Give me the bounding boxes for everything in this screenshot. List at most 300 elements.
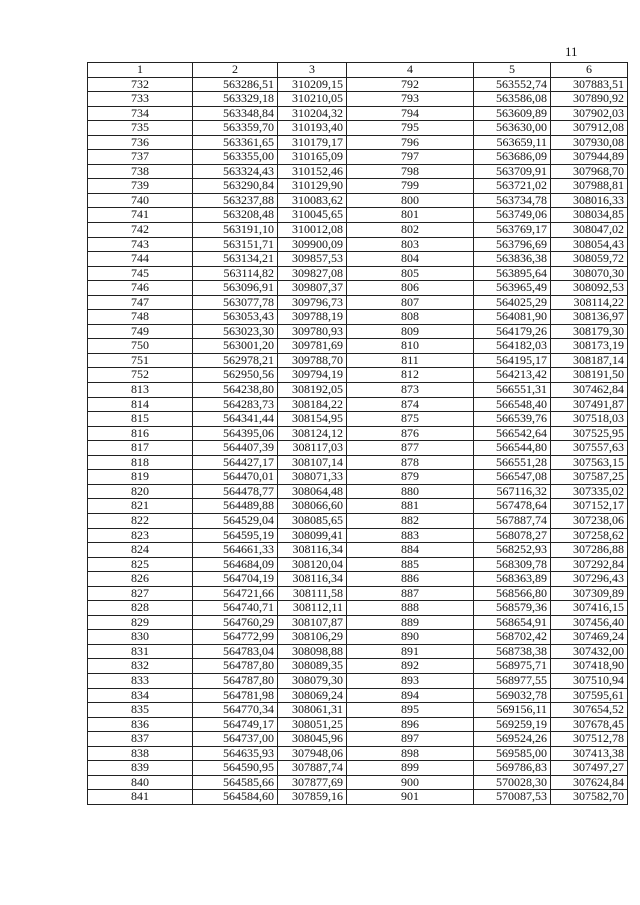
table-cell: 566551,31 [474, 383, 551, 398]
table-cell: 828 [88, 601, 193, 616]
table-row [88, 92, 628, 107]
table-body [88, 77, 628, 804]
table-cell: 308099,41 [278, 528, 347, 543]
table-cell: 308092,53 [551, 281, 628, 296]
table-row [88, 484, 628, 499]
table-cell: 308045,96 [278, 732, 347, 747]
table-cell: 831 [88, 644, 193, 659]
table-cell: 564179,26 [474, 324, 551, 339]
table-cell: 309788,70 [278, 353, 347, 368]
table-cell: 564470,01 [193, 470, 278, 485]
table-row [88, 470, 628, 485]
table-cell: 566544,80 [474, 441, 551, 456]
table-row [88, 528, 628, 543]
table-cell: 563359,70 [193, 121, 278, 136]
table-cell: 749 [88, 324, 193, 339]
table-cell: 308120,04 [278, 557, 347, 572]
table-cell: 564081,90 [474, 310, 551, 325]
table-row [88, 252, 628, 267]
table-cell: 889 [347, 615, 474, 630]
table-cell: 752 [88, 368, 193, 383]
table-row [88, 324, 628, 339]
table-cell: 564590,95 [193, 761, 278, 776]
table-cell: 564585,66 [193, 775, 278, 790]
table-cell: 564783,04 [193, 644, 278, 659]
table-cell: 308184,22 [278, 397, 347, 412]
table-cell: 833 [88, 673, 193, 688]
table-cell: 307491,87 [551, 397, 628, 412]
table-cell: 564195,17 [474, 353, 551, 368]
column-header: 6 [551, 63, 628, 78]
table-cell: 566547,08 [474, 470, 551, 485]
table-cell: 563609,89 [474, 106, 551, 121]
table-row [88, 164, 628, 179]
table-row [88, 106, 628, 121]
table-cell: 883 [347, 528, 474, 543]
table-cell: 563286,51 [193, 77, 278, 92]
table-cell: 568252,93 [474, 543, 551, 558]
table-cell: 804 [347, 252, 474, 267]
table-cell: 815 [88, 412, 193, 427]
table-row [88, 615, 628, 630]
table-row [88, 383, 628, 398]
table-cell: 802 [347, 223, 474, 238]
table-cell: 750 [88, 339, 193, 354]
table-cell: 563134,21 [193, 252, 278, 267]
table-cell: 310204,32 [278, 106, 347, 121]
table-cell: 563151,71 [193, 237, 278, 252]
table-cell: 837 [88, 732, 193, 747]
table-row [88, 586, 628, 601]
table-cell: 563077,78 [193, 295, 278, 310]
table-cell: 563836,38 [474, 252, 551, 267]
table-cell: 564427,17 [193, 455, 278, 470]
table-cell: 564395,06 [193, 426, 278, 441]
table-cell: 564341,44 [193, 412, 278, 427]
table-cell: 310012,08 [278, 223, 347, 238]
table-cell: 568363,89 [474, 572, 551, 587]
table-cell: 563721,02 [474, 179, 551, 194]
table-cell: 563769,17 [474, 223, 551, 238]
table-cell: 563586,08 [474, 92, 551, 107]
table-cell: 838 [88, 746, 193, 761]
table-cell: 884 [347, 543, 474, 558]
table-cell: 564787,80 [193, 673, 278, 688]
table-cell: 308089,35 [278, 659, 347, 674]
table-cell: 736 [88, 135, 193, 150]
table-cell: 876 [347, 426, 474, 441]
table-cell: 307510,94 [551, 673, 628, 688]
table-row [88, 703, 628, 718]
table-cell: 564661,33 [193, 543, 278, 558]
table-cell: 307286,88 [551, 543, 628, 558]
table-row [88, 295, 628, 310]
table-row [88, 281, 628, 296]
table-cell: 310210,05 [278, 92, 347, 107]
table-cell: 308098,88 [278, 644, 347, 659]
table-cell: 798 [347, 164, 474, 179]
table-cell: 563001,20 [193, 339, 278, 354]
table-cell: 817 [88, 441, 193, 456]
table-cell: 799 [347, 179, 474, 194]
table-cell: 310152,46 [278, 164, 347, 179]
table-cell: 309796,73 [278, 295, 347, 310]
table-cell: 308191,50 [551, 368, 628, 383]
table-cell: 564182,03 [474, 339, 551, 354]
table-row [88, 732, 628, 747]
table-cell: 308154,95 [278, 412, 347, 427]
table-cell: 310083,62 [278, 193, 347, 208]
table-cell: 893 [347, 673, 474, 688]
table-cell: 567887,74 [474, 513, 551, 528]
table-cell: 566551,28 [474, 455, 551, 470]
table-cell: 309780,93 [278, 324, 347, 339]
table-cell: 735 [88, 121, 193, 136]
table-cell: 563630,00 [474, 121, 551, 136]
table-cell: 836 [88, 717, 193, 732]
table-cell: 885 [347, 557, 474, 572]
table-cell: 891 [347, 644, 474, 659]
table-cell: 818 [88, 455, 193, 470]
table-cell: 307654,52 [551, 703, 628, 718]
table-cell: 568654,91 [474, 615, 551, 630]
table-cell: 745 [88, 266, 193, 281]
table-cell: 307238,06 [551, 513, 628, 528]
table-cell: 568579,36 [474, 601, 551, 616]
table-cell: 563329,18 [193, 92, 278, 107]
table-row [88, 630, 628, 645]
table-cell: 307859,16 [278, 790, 347, 805]
table-cell: 309781,69 [278, 339, 347, 354]
table-cell: 308107,87 [278, 615, 347, 630]
table-cell: 307413,38 [551, 746, 628, 761]
table-cell: 309857,53 [278, 252, 347, 267]
table-cell: 820 [88, 484, 193, 499]
table-cell: 568566,80 [474, 586, 551, 601]
table-cell: 807 [347, 295, 474, 310]
table-cell: 805 [347, 266, 474, 281]
table-cell: 564238,80 [193, 383, 278, 398]
table-cell: 568078,27 [474, 528, 551, 543]
table-cell: 874 [347, 397, 474, 412]
table-cell: 832 [88, 659, 193, 674]
table-cell: 794 [347, 106, 474, 121]
table-cell: 563237,88 [193, 193, 278, 208]
table-cell: 882 [347, 513, 474, 528]
table-cell: 563208,48 [193, 208, 278, 223]
table-cell: 834 [88, 688, 193, 703]
table-cell: 308112,11 [278, 601, 347, 616]
table-cell: 307944,89 [551, 150, 628, 165]
table-cell: 308070,30 [551, 266, 628, 281]
table-cell: 564721,66 [193, 586, 278, 601]
table-cell: 307462,84 [551, 383, 628, 398]
table-row [88, 790, 628, 805]
table-row [88, 659, 628, 674]
table-cell: 741 [88, 208, 193, 223]
table-cell: 307416,15 [551, 601, 628, 616]
table-cell: 564760,29 [193, 615, 278, 630]
table-row [88, 601, 628, 616]
table-cell: 816 [88, 426, 193, 441]
table-cell: 308034,85 [551, 208, 628, 223]
table-cell: 562950,56 [193, 368, 278, 383]
table-row [88, 135, 628, 150]
table-row [88, 717, 628, 732]
table-cell: 795 [347, 121, 474, 136]
table-cell: 307563,15 [551, 455, 628, 470]
table-cell: 308136,97 [551, 310, 628, 325]
table-cell: 563355,00 [193, 150, 278, 165]
table-cell: 898 [347, 746, 474, 761]
table-cell: 307258,62 [551, 528, 628, 543]
column-header: 4 [347, 63, 474, 78]
table-cell: 880 [347, 484, 474, 499]
table-row [88, 77, 628, 92]
table-cell: 307418,90 [551, 659, 628, 674]
table-cell: 839 [88, 761, 193, 776]
table-row [88, 368, 628, 383]
table-cell: 895 [347, 703, 474, 718]
table-cell: 810 [347, 339, 474, 354]
table-cell: 796 [347, 135, 474, 150]
table-cell: 307968,70 [551, 164, 628, 179]
table-cell: 797 [347, 150, 474, 165]
table-cell: 873 [347, 383, 474, 398]
table-row [88, 208, 628, 223]
table-cell: 823 [88, 528, 193, 543]
table-cell: 840 [88, 775, 193, 790]
table-row [88, 673, 628, 688]
table-cell: 307557,63 [551, 441, 628, 456]
table-cell: 897 [347, 732, 474, 747]
table-cell: 564781,98 [193, 688, 278, 703]
table-cell: 564770,34 [193, 703, 278, 718]
table-cell: 564584,60 [193, 790, 278, 805]
table-cell: 892 [347, 659, 474, 674]
table-cell: 308016,33 [551, 193, 628, 208]
table-cell: 564595,19 [193, 528, 278, 543]
table-header-row [88, 63, 628, 78]
table-cell: 569259,19 [474, 717, 551, 732]
table-cell: 308066,60 [278, 499, 347, 514]
table-cell: 821 [88, 499, 193, 514]
table-row [88, 237, 628, 252]
table-cell: 737 [88, 150, 193, 165]
table-cell: 841 [88, 790, 193, 805]
table-cell: 563023,30 [193, 324, 278, 339]
table-cell: 307292,84 [551, 557, 628, 572]
table-cell: 822 [88, 513, 193, 528]
table-cell: 309788,19 [278, 310, 347, 325]
table-cell: 881 [347, 499, 474, 514]
table-cell: 309900,09 [278, 237, 347, 252]
table-cell: 308079,30 [278, 673, 347, 688]
table-cell: 308106,29 [278, 630, 347, 645]
table-cell: 308069,24 [278, 688, 347, 703]
table-cell: 747 [88, 295, 193, 310]
table-cell: 569786,83 [474, 761, 551, 776]
table-cell: 793 [347, 92, 474, 107]
table-row [88, 339, 628, 354]
table-cell: 563749,06 [474, 208, 551, 223]
table-cell: 803 [347, 237, 474, 252]
table-row [88, 761, 628, 776]
table-cell: 564025,29 [474, 295, 551, 310]
table-cell: 748 [88, 310, 193, 325]
table-cell: 808 [347, 310, 474, 325]
table-cell: 310129,90 [278, 179, 347, 194]
table-cell: 307152,17 [551, 499, 628, 514]
table-cell: 567478,64 [474, 499, 551, 514]
table-cell: 307595,61 [551, 688, 628, 703]
table-cell: 738 [88, 164, 193, 179]
table-cell: 740 [88, 193, 193, 208]
table-cell: 806 [347, 281, 474, 296]
column-header: 5 [474, 63, 551, 78]
table-cell: 875 [347, 412, 474, 427]
table-cell: 564529,04 [193, 513, 278, 528]
table-cell: 307335,02 [551, 484, 628, 499]
table-cell: 563191,10 [193, 223, 278, 238]
table-cell: 569524,26 [474, 732, 551, 747]
table-cell: 829 [88, 615, 193, 630]
table-cell: 308116,34 [278, 572, 347, 587]
table-cell: 563290,84 [193, 179, 278, 194]
table-cell: 307432,00 [551, 644, 628, 659]
table-cell: 563734,78 [474, 193, 551, 208]
table-cell: 835 [88, 703, 193, 718]
table-cell: 819 [88, 470, 193, 485]
table-cell: 563709,91 [474, 164, 551, 179]
table-cell: 307930,08 [551, 135, 628, 150]
table-cell: 811 [347, 353, 474, 368]
table-cell: 570028,30 [474, 775, 551, 790]
table-cell: 566548,40 [474, 397, 551, 412]
table-cell: 743 [88, 237, 193, 252]
table-cell: 308085,65 [278, 513, 347, 528]
table-cell: 563361,65 [193, 135, 278, 150]
table-cell: 886 [347, 572, 474, 587]
table-cell: 830 [88, 630, 193, 645]
table-cell: 309794,19 [278, 368, 347, 383]
table-cell: 307887,74 [278, 761, 347, 776]
table-row [88, 543, 628, 558]
table-cell: 563659,11 [474, 135, 551, 150]
table-cell: 901 [347, 790, 474, 805]
table-cell: 879 [347, 470, 474, 485]
table-row [88, 572, 628, 587]
table-cell: 824 [88, 543, 193, 558]
table-cell: 308111,58 [278, 586, 347, 601]
table-cell: 564213,42 [474, 368, 551, 383]
table-cell: 308051,25 [278, 717, 347, 732]
table-cell: 562978,21 [193, 353, 278, 368]
table-cell: 564749,17 [193, 717, 278, 732]
table-row [88, 455, 628, 470]
table-cell: 566539,76 [474, 412, 551, 427]
table-cell: 307456,40 [551, 615, 628, 630]
table-row [88, 644, 628, 659]
table-cell: 564737,00 [193, 732, 278, 747]
table-cell: 568977,55 [474, 673, 551, 688]
table-row [88, 223, 628, 238]
table-cell: 307988,81 [551, 179, 628, 194]
table-cell: 801 [347, 208, 474, 223]
table-row [88, 499, 628, 514]
table-cell: 568309,78 [474, 557, 551, 572]
table-cell: 733 [88, 92, 193, 107]
table-cell: 568702,42 [474, 630, 551, 645]
table-cell: 887 [347, 586, 474, 601]
table-cell: 570087,53 [474, 790, 551, 805]
table-cell: 894 [347, 688, 474, 703]
table-row [88, 310, 628, 325]
table-cell: 827 [88, 586, 193, 601]
table-cell: 564635,93 [193, 746, 278, 761]
table-cell: 899 [347, 761, 474, 776]
table-cell: 563686,09 [474, 150, 551, 165]
column-header: 2 [193, 63, 278, 78]
table-cell: 877 [347, 441, 474, 456]
table-row [88, 557, 628, 572]
table-cell: 568975,71 [474, 659, 551, 674]
table-cell: 566542,64 [474, 426, 551, 441]
table-cell: 308173,19 [551, 339, 628, 354]
table-cell: 307469,24 [551, 630, 628, 645]
table-cell: 809 [347, 324, 474, 339]
table-cell: 308061,31 [278, 703, 347, 718]
table-cell: 307948,06 [278, 746, 347, 761]
table-cell: 569156,11 [474, 703, 551, 718]
table-cell: 568738,38 [474, 644, 551, 659]
table-cell: 742 [88, 223, 193, 238]
table-cell: 307902,03 [551, 106, 628, 121]
table-cell: 563053,43 [193, 310, 278, 325]
table-cell: 307883,51 [551, 77, 628, 92]
table-cell: 307877,69 [278, 775, 347, 790]
table-cell: 308117,03 [278, 441, 347, 456]
table-row [88, 121, 628, 136]
table-cell: 307678,45 [551, 717, 628, 732]
table-cell: 825 [88, 557, 193, 572]
table-cell: 739 [88, 179, 193, 194]
table-row [88, 150, 628, 165]
table-row [88, 193, 628, 208]
table-cell: 564704,19 [193, 572, 278, 587]
table-cell: 308187,14 [551, 353, 628, 368]
table-cell: 564772,99 [193, 630, 278, 645]
table-cell: 308054,43 [551, 237, 628, 252]
table-cell: 307890,92 [551, 92, 628, 107]
table-cell: 307518,03 [551, 412, 628, 427]
table-row [88, 397, 628, 412]
table-cell: 751 [88, 353, 193, 368]
table-row [88, 513, 628, 528]
table-cell: 564407,39 [193, 441, 278, 456]
table-row [88, 412, 628, 427]
table-cell: 888 [347, 601, 474, 616]
table-cell: 563324,43 [193, 164, 278, 179]
table-row [88, 746, 628, 761]
table-cell: 310045,65 [278, 208, 347, 223]
table-cell: 734 [88, 106, 193, 121]
table-cell: 878 [347, 455, 474, 470]
table-cell: 307582,70 [551, 790, 628, 805]
table-cell: 308107,14 [278, 455, 347, 470]
table-cell: 308071,33 [278, 470, 347, 485]
table-cell: 564740,71 [193, 601, 278, 616]
